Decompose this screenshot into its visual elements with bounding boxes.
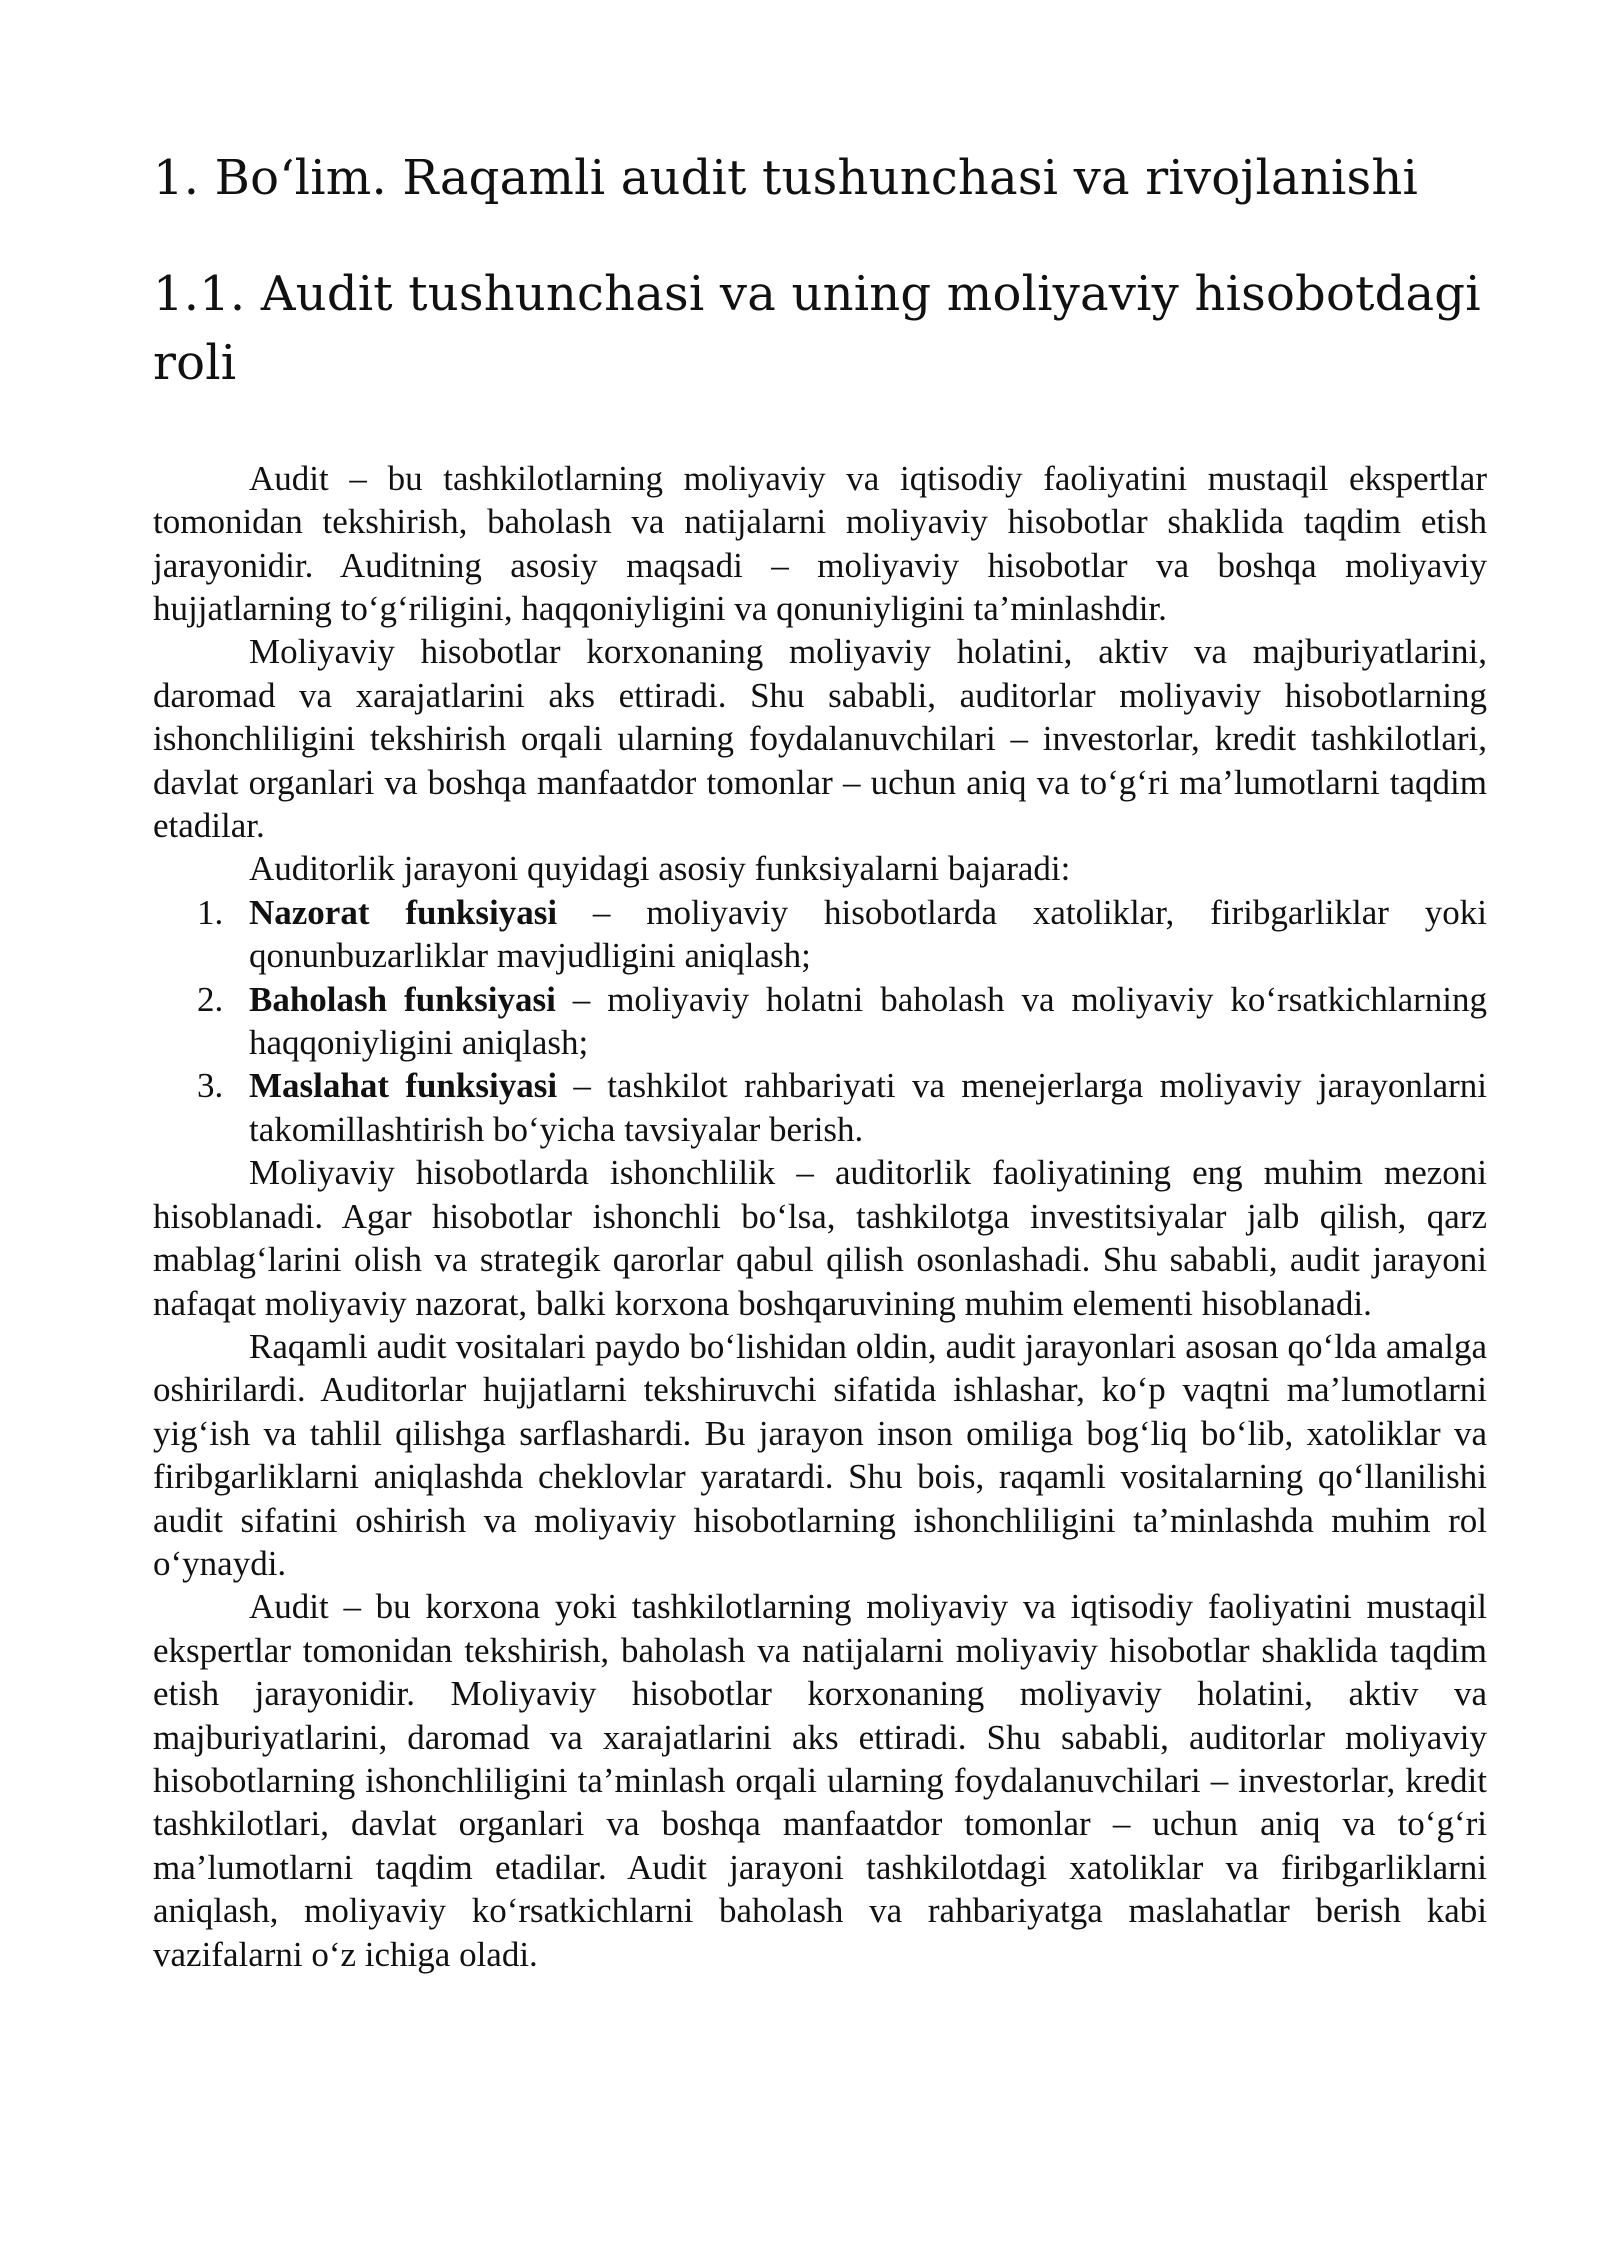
function-term: Nazorat funksiyasi (249, 892, 558, 932)
document-page (153, 150, 1487, 1976)
list-number: 1. (197, 892, 224, 932)
paragraph-financial-statements: Moliyaviy hisobotlar korxonaning moliyaviy holatini, aktiv va majburiyatlarini, daromad va xarajatlarini aks ettiradi. Shu sababli, auditorlar moliyaviy hisobotlarning ishonchliligini tekshirish orqali ularning foydalanuvchilari – investorlar, kredit tashkilotlari, davlat organlari va boshqa manfaatdor tomonlar – uchun aniq va to‘g‘ri ma’lumotlarni taqdim etadilar. (153, 632, 1487, 846)
subsection-title: 1.1. Audit tushunchasi va uning moliyaviy hisobotdagi roli (153, 265, 1481, 392)
paragraph-audit-definition: Audit – bu tashkilotlarning moliyaviy va iqtisodiy faoliyatini mustaqil ekspertlar tomonidan tekshirish, baholash va natijalarni moliyaviy hisobotlar shaklida taqdim etish jarayonidir. Auditning asosiy maqsadi – moliyaviy hisobotlar va boshqa moliyaviy hujjatlarning to‘g‘riligini, haqqoniyligini va qonuniyligini ta’minlashdir. (153, 458, 1487, 628)
function-description: – tashkilot rahbariyati va menejerlarga moliyaviy jarayonlarni takomillashtirish bo‘yicha tavsiyalar berish. (249, 1066, 1487, 1149)
function-description: – moliyaviy hisobotlarda xatoliklar, firibgarliklar yoki qonunbuzarliklar mavjudligini aniqlash; (249, 892, 1487, 976)
list-number: 2. (197, 979, 224, 1019)
paragraph-reliability: Moliyaviy hisobotlarda ishonchlilik – auditorlik faoliyatining eng muhim mezoni hisoblanadi. Agar hisobotlar ishonchli bo‘lsa, tashkilotga investitsiyalar jalb qilish, qarz mablag‘larini olish va strategik qarorlar qabul qilish osonlashadi. Shu sababli, audit jarayoni nafaqat moliyaviy nazorat, balki korxona boshqaruvining muhim elementi hisoblanadi. (153, 1153, 1487, 1323)
paragraph-functions-intro: Auditorlik jarayoni quyidagi asosiy funksiyalarni bajaradi: (249, 849, 1071, 889)
list-item (153, 1064, 1487, 1151)
list-item (153, 891, 1487, 978)
body-text (153, 457, 1487, 1976)
section-title: 1. Bo‘lim. Raqamli audit tushunchasi va rivojlanishi (153, 150, 1419, 206)
paragraph-before-digital: Raqamli audit vositalari paydo bo‘lishidan oldin, audit jarayonlari asosan qo‘lda amalga oshirilardi. Auditorlar hujjatlarni tekshiruvchi sifatida ishlashar, ko‘p vaqtni ma’lumotlarni yig‘ish va tahlil qilishga sarflashardi. Bu jarayon inson omiliga bog‘liq bo‘lib, xatoliklar va firibgarliklarni aniqlashda cheklovlar yaratardi. Shu bois, raqamli vositalarning qo‘llanilishi audit sifatini oshirish va moliyaviy hisobotlarning ishonchliligini ta’minlashda muhim rol o‘ynaydi. (153, 1326, 1487, 1583)
list-number: 3. (197, 1066, 224, 1106)
function-description: – moliyaviy holatni baholash va moliyaviy ko‘rsatkichlarning haqqoniyligini aniqlash; (249, 979, 1487, 1063)
function-term: Baholash funksiyasi (249, 979, 556, 1019)
list-item (153, 978, 1487, 1065)
functions-list (153, 891, 1487, 1151)
paragraph-audit-summary: Audit – bu korxona yoki tashkilotlarning moliyaviy va iqtisodiy faoliyatini mustaqil ekspertlar tomonidan tekshirish, baholash va natijalarni moliyaviy hisobotlar shaklida taqdim etish jarayonidir. Moliyaviy hisobotlar korxonaning moliyaviy holatini, aktiv va majburiyatlarini, daromad va xarajatlarini aks ettiradi. Shu sababli, auditorlar moliyaviy hisobotlarning ishonchliligini ta’minlash orqali ularning foydalanuvchilari – investorlar, kredit tashkilotlari, davlat organlari va boshqa manfaatdor tomonlar – uchun aniq va to‘g‘ri ma’lumotlarni taqdim etadilar. Audit jarayoni tashkilotdagi xatoliklar va firibgarliklarni aniqlash, moliyaviy ko‘rsatkichlarni baholash va rahbariyatga maslahatlar berish kabi vazifalarni o‘z ichiga oladi. (153, 1587, 1487, 1974)
function-term: Maslahat funksiyasi (249, 1066, 558, 1106)
